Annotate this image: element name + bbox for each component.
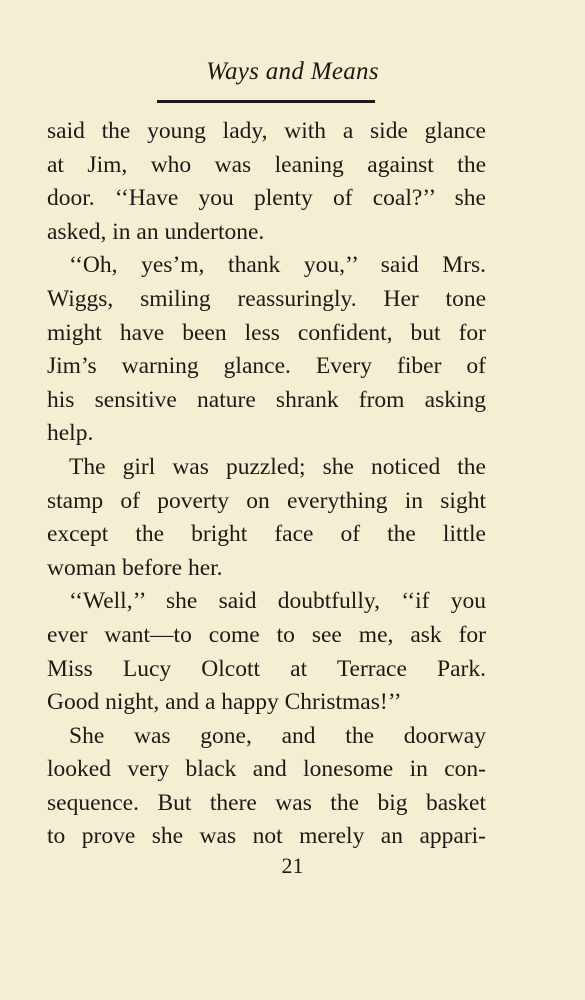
text-line: said the young lady, with a side glance: [47, 118, 486, 144]
text-line: Wiggs, smiling reassuringly. Her tone: [47, 285, 486, 312]
running-head: Ways and Means: [206, 58, 379, 85]
text-line: ‘‘Oh, yes’m, thank you,’’ said Mrs.: [69, 252, 486, 279]
text-line: to prove she was not merely an appari-: [47, 823, 486, 850]
text-line: except the bright face of the little: [47, 521, 486, 548]
text-line: The girl was puzzled; she noticed the: [69, 453, 486, 480]
text-line: stamp of poverty on everything in sight: [47, 487, 486, 514]
text-line: Jim’s warning glance. Every fiber of: [47, 353, 486, 380]
text-line: ‘‘Well,’’ she said doubtfully, ‘‘if you: [69, 588, 486, 615]
text-line: at Jim, who was leaning against the: [47, 151, 486, 178]
text-line: his sensitive nature shrank from asking: [47, 386, 486, 413]
text-line: She was gone, and the doorway: [69, 722, 486, 749]
text-line: door. ‘‘Have you plenty of coal?’’ she: [47, 185, 486, 212]
text-line: ever want—to come to see me, ask for: [47, 621, 486, 648]
text-line: might have been less confident, but for: [47, 319, 486, 346]
header-rule: [157, 100, 375, 103]
text-line: sequence. But there was the big basket: [47, 789, 486, 816]
text-line: Miss Lucy Olcott at Terrace Park.: [47, 655, 486, 682]
text-line: asked, in an undertone.: [47, 218, 265, 245]
text-line: help.: [47, 420, 94, 447]
body-text: [47, 115, 486, 854]
text-line: looked very black and lonesome in con-: [47, 756, 486, 783]
page-number: 21: [281, 853, 304, 878]
text-line: Good night, and a happy Christmas!’’: [47, 689, 402, 716]
text-line: woman before her.: [47, 554, 223, 581]
